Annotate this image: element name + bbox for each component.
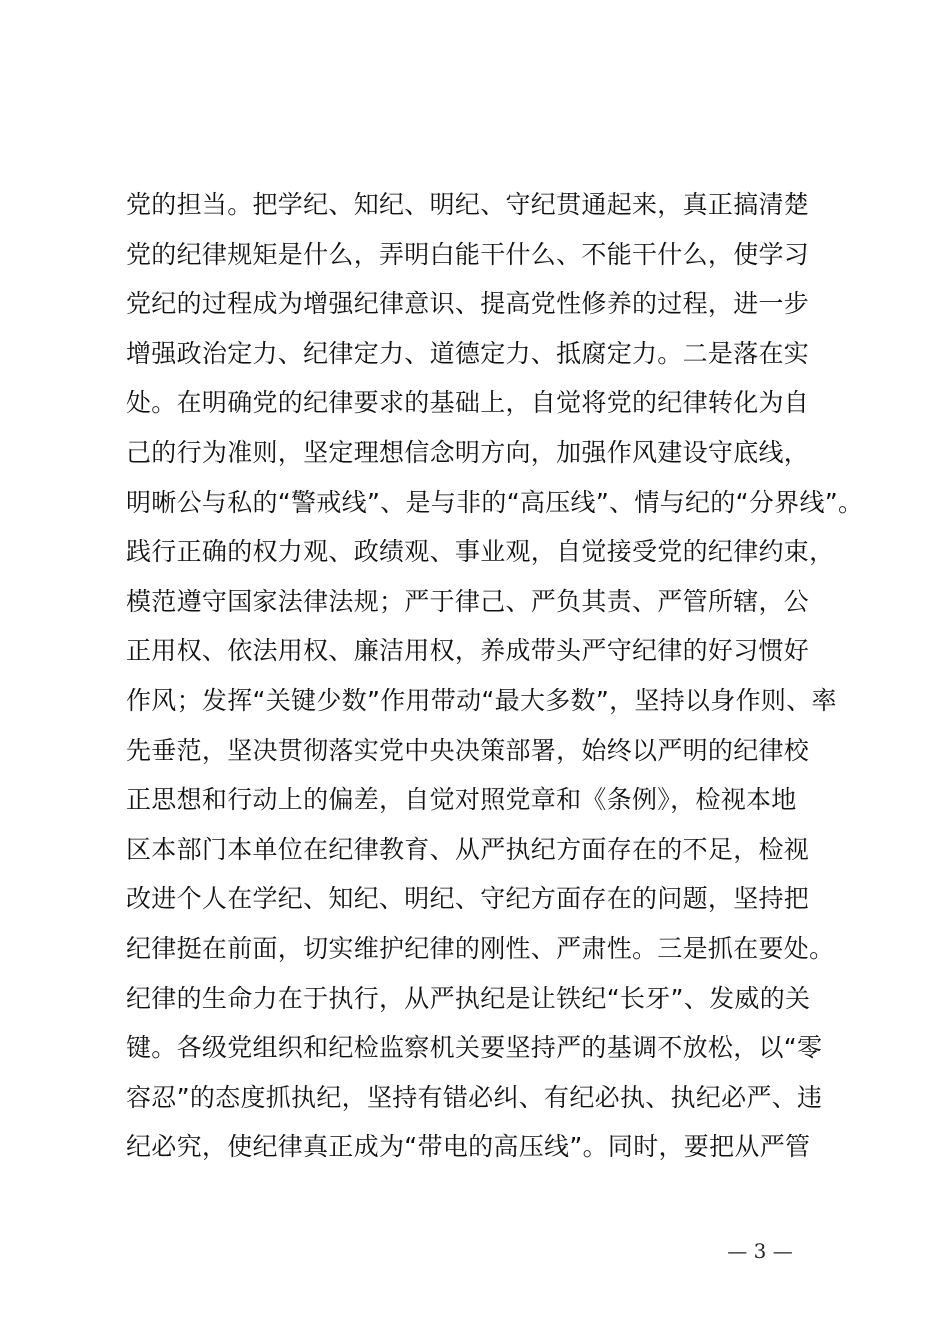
body-text	[126, 180, 866, 1172]
text-line: 作风；发挥“关键少数”作用带动“最大多数”，坚持以身作则、率	[126, 685, 837, 715]
text-line: 键。各级党组织和纪检监察机关要坚持严的基调不放松，以“零	[126, 1033, 823, 1063]
text-line: 先垂范，坚决贯彻落实党中央决策部署，始终以严明的纪律校	[126, 735, 810, 765]
text-line: 模范遵守国家法律法规；严于律己、严负其责、严管所辖，公	[126, 586, 810, 616]
text-line: 明晰公与私的“警戒线”、是与非的“高压线”、情与纪的“分界线”。	[126, 487, 864, 517]
text-line: 正思想和行动上的偏差，自觉对照党章和《条例》，检视本地	[126, 785, 797, 815]
text-line: 己的行为准则，坚定理想信念明方向，加强作风建设守底线，	[126, 437, 810, 467]
page-number: — 3 —	[727, 1239, 793, 1263]
text-line: 增强政治定力、纪律定力、道德定力、抵腐定力。二是落在实	[126, 338, 810, 368]
text-line: 区本部门本单位在纪律教育、从严执纪方面存在的不足，检视	[126, 834, 810, 864]
text-line: 党的担当。把学纪、知纪、明纪、守纪贯通起来，真正搞清楚	[126, 190, 810, 219]
text-line: 纪律的生命力在于执行，从严执纪是让铁纪“长牙”、发威的关	[126, 983, 811, 1013]
text-line: 纪必究，使纪律真正成为“带电的高压线”。同时，要把从严管	[126, 1132, 811, 1162]
text-line: 党的纪律规矩是什么，弄明白能干什么、不能干什么，使学习	[126, 239, 810, 269]
text-line: 容忍”的态度抓执纪，坚持有错必纠、有纪必执、执纪必严、违	[126, 1082, 823, 1112]
text-line: 处。在明确党的纪律要求的基础上，自觉将党的纪律转化为自	[126, 388, 810, 418]
text-line: 改进个人在学纪、知纪、明纪、守纪方面存在的问题，坚持把	[126, 884, 810, 914]
text-line: 党纪的过程成为增强纪律意识、提高党性修养的过程，进一步	[126, 289, 810, 319]
text-line: 践行正确的权力观、政绩观、事业观，自觉接受党的纪律约束，	[126, 537, 835, 567]
text-line: 纪律挺在前面，切实维护纪律的刚性、严肃性。三是抓在要处。	[126, 933, 835, 963]
text-line: 正用权、依法用权、廉洁用权，养成带头严守纪律的好习惯好	[126, 636, 810, 666]
